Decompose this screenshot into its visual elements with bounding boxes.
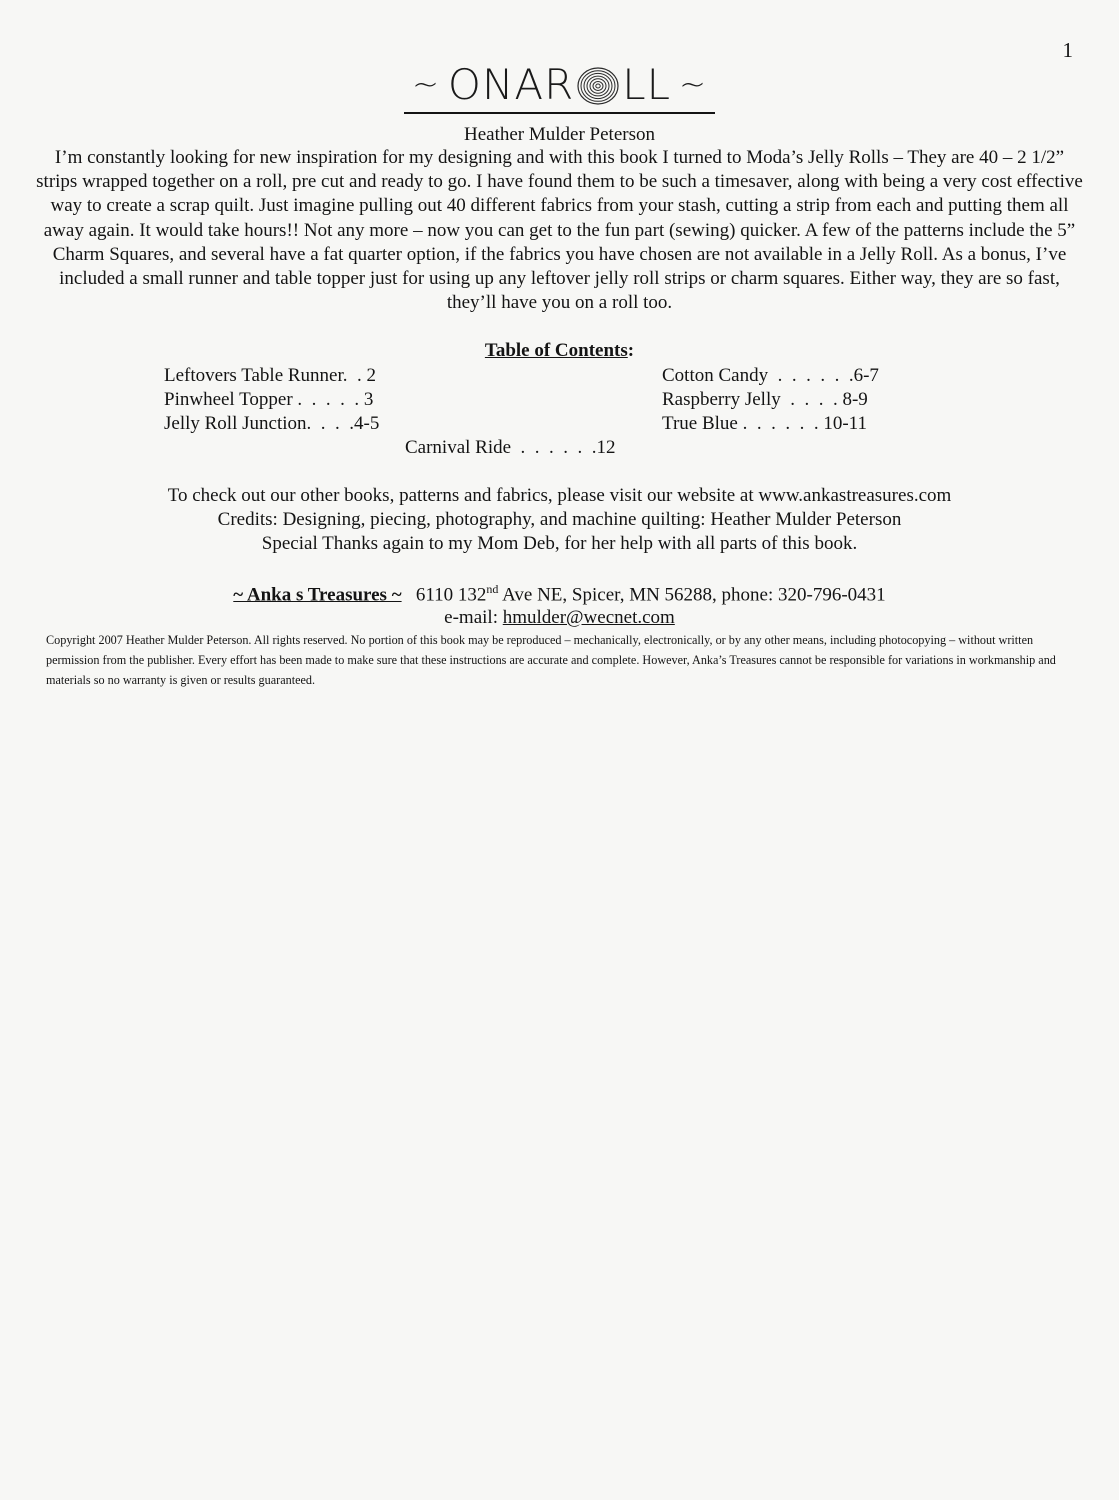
toc-item-carnival-ride: Carnival Ride . . . . . .12 [405,437,616,458]
address-rest: Ave NE, Spicer, MN 56288, phone: 320-796-0431 [498,584,886,606]
page-title [404,60,715,114]
toc-item-leftovers: Leftovers Table Runner. . 2 [164,365,377,386]
copyright-notice: Copyright 2007 Heather Mulder Peterson. All rights reserved. No portion of this book may be reproduced – mechanically, electronically, or by any other means, including photocopying – without written permission from the publisher. Every effort has been made to make sure that these instructions are accurate and complete. However, Anka’s Treasures cannot be responsible for variations in workmanship and materials so no warranty is given or results guaranteed. [46,633,1056,687]
intro-paragraph: I’m constantly looking for new inspiration for my designing and with this book I turned to Moda’s Jelly Rolls – They are 40 – 2 1/2” strips wrapped together on a roll, pre cut and ready to go. I have found them to be such a timesaver, along with being a very cost effective way to create a scrap quilt. Just imagine pulling out 40 different fabrics from your stash, cutting a strip from each and putting them all away again. It would take hours!! Not any more – now you can get to the fun part (sewing) quicker. A few of the patterns include the 5” Charm Squares, and several have a fat quarter option, if the fabrics you have chosen are not available in a Jelly Roll. As a bonus, I’ve included a small runner and table topper just for using up any leftover jelly roll strips or charm squares. Either way, they are so fast, they’ll have you on a roll too. [36,147,1083,314]
roll-icon [576,66,620,106]
email-link[interactable]: hmulder@wecnet.com [502,607,675,628]
email-label: e-mail: [444,607,503,628]
contact-line [0,582,1119,606]
toc-item-pinwheel: Pinwheel Topper . . . . . 3 [164,389,374,410]
toc-item-cotton-candy: Cotton Candy . . . . . .6-7 [662,365,879,386]
company-name: ~ Anka s Treasures ~ [233,584,402,606]
toc-item-raspberry-jelly: Raspberry Jelly . . . . 8-9 [662,389,868,410]
toc-heading-colon: : [627,340,635,361]
toc-heading-text: Table of Contents [484,340,628,361]
title-text-start: ONAR [447,60,575,109]
title-tilde-right: ~ [679,65,707,103]
address-number: 6110 132 [415,584,487,606]
toc-item-true-blue: True Blue . . . . . . 10-11 [662,413,867,434]
title-tilde-left: ~ [412,65,440,103]
author-name: Heather Mulder Peterson [464,124,655,145]
website-line: To check out our other books, patterns and fabrics, please visit our website at www.ankastreasures.com [167,485,952,506]
page-number: 1 [1062,38,1073,62]
address-superscript: nd [486,582,499,596]
toc-heading [0,340,1119,362]
thanks-line: Special Thanks again to my Mom Deb, for her help with all parts of this book. [261,533,858,554]
email-line [0,607,1119,629]
toc-item-jelly-roll-junction: Jelly Roll Junction. . . .4-5 [164,413,380,434]
title-text-end: LL [622,60,672,109]
title-block [0,60,1119,114]
credits-line: Credits: Designing, piecing, photography, and machine quilting: Heather Mulder Peterson [217,509,902,530]
